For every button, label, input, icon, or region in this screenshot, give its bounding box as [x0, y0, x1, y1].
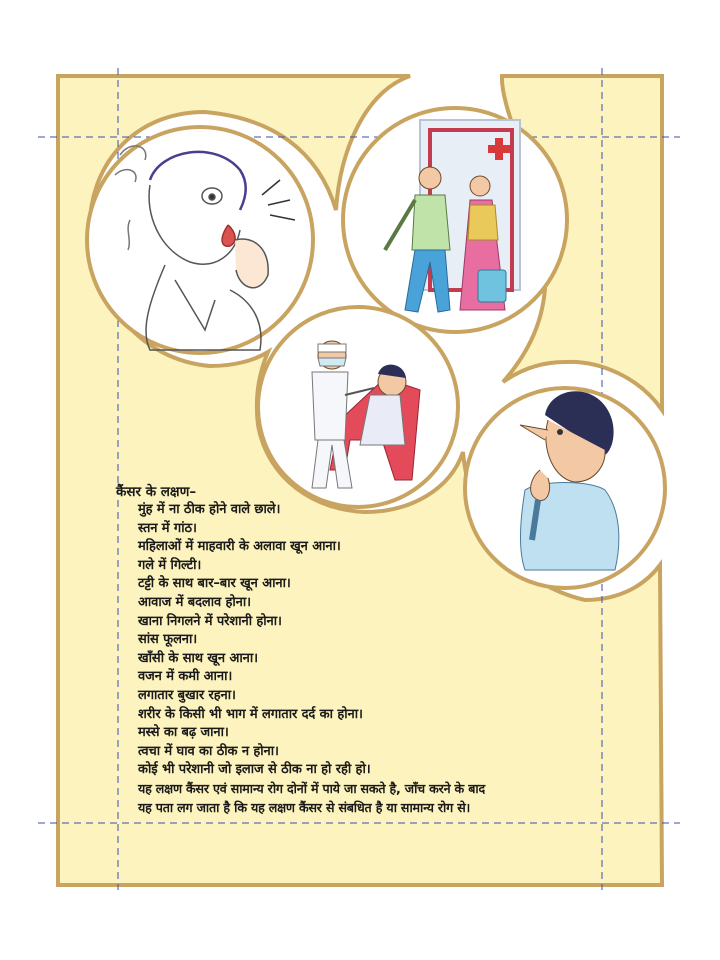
list-item: कोई भी परेशानी जो इलाज से ठीक ना हो रही हो।: [138, 762, 371, 778]
list-item: शरीर के किसी भी भाग में लगातार दर्द का होना।: [138, 706, 363, 722]
list-item: टट्टी के साथ बार–बार खून आना।: [138, 576, 291, 592]
list-item: स्तन में गांठ।: [138, 520, 197, 536]
list-item: मुंह में ना ठीक होने वाले छाले।: [138, 502, 281, 517]
list-item: खॉंसी के साथ खून आना।: [138, 650, 258, 666]
doctor-examining-mouth-icon: [258, 307, 458, 507]
note-line: यह लक्षण कैंसर एवं सामान्य रोग दोनों में पाये जा सकते है, जाँच करने के बाद: [138, 780, 485, 796]
list-item: गले में गिल्टी।: [138, 557, 202, 573]
list-item: सांस फूलना।: [138, 632, 198, 648]
list-item: मस्से का बढ़ जाना।: [138, 725, 229, 741]
symptoms-list: [116, 501, 616, 817]
list-item: महिलाओं में माहवारी के अलावा खून आना।: [138, 539, 341, 555]
list-item: त्वचा में घाव का ठीक न होना।: [138, 743, 279, 759]
list-item: वजन में कमी आना।: [138, 669, 233, 685]
symptoms-section: [116, 483, 616, 817]
list-item: आवाज में बदलाव होना।: [138, 594, 251, 610]
couple-at-hospital-door-icon: [343, 108, 567, 332]
list-item: खाना निगलने में परेशानी होना।: [138, 613, 282, 629]
coughing-man-icon: [87, 127, 313, 353]
note-line: यह पता लग जाता है कि यह लक्षण कैंसर से संबधित है या सामान्य रोग से।: [138, 799, 471, 815]
list-item: लगातार बुखार रहना।: [138, 687, 236, 703]
symptoms-heading: कैंसर के लक्षण–: [116, 484, 197, 500]
